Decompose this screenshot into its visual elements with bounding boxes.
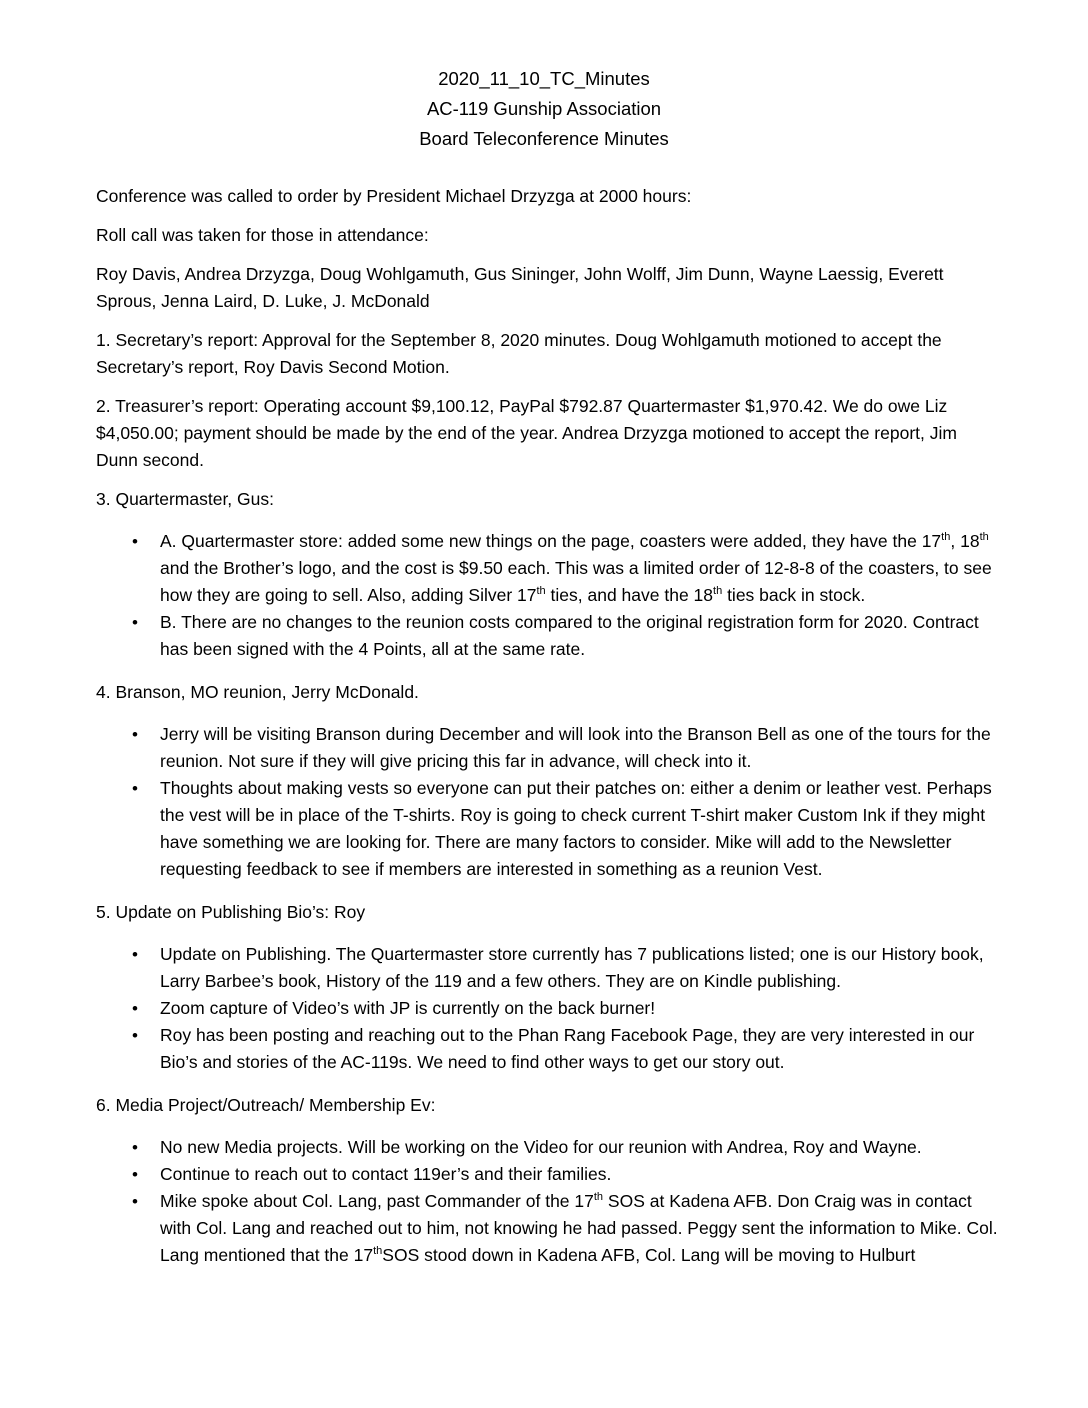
document-title: 2020_11_10_TC_Minutes: [438, 68, 650, 89]
branson-list: [96, 721, 1001, 883]
section-heading-publishing: 5. Update on Publishing Bio’s: Roy: [96, 902, 366, 922]
list-item: • Roy has been posting and reaching out to the Phan Rang Facebook Page, they are very interested in our Bio’s and stories of the AC-119s. We need to find other ways to get our story out.: [96, 1022, 1001, 1076]
section-heading-media: 6. Media Project/Outreach/ Membership Ev:: [96, 1095, 436, 1115]
list-item: • Update on Publishing. The Quartermaster store currently has 7 publications listed; one is our History book, Larry Barbee’s book, History of the 119 and a few others. They are on Kindle publishing.: [96, 941, 1001, 995]
list-item: • No new Media projects. Will be working on the Video for our reunion with Andrea, Roy and Wayne.: [96, 1134, 1001, 1161]
quartermaster-list: [96, 528, 1001, 663]
minutes-body: [96, 183, 1001, 1285]
list-item: • Thoughts about making vests so everyone can put their patches on: either a denim or leather vest. Perhaps the vest will be in place of the T-shirts. Roy is going to check current T-shirt maker Custom Ink if they might have something we are looking for. There are many factors to consider. Mike will add to the Newsletter requesting feedback to see if members are interested in something as a reunion Vest.: [96, 775, 1001, 883]
section-heading-quartermaster: 3. Quartermaster, Gus:: [96, 489, 274, 509]
bullet-icon: •: [132, 1138, 138, 1157]
bullet-icon: •: [132, 1165, 138, 1184]
treasurer-report: 2. Treasurer’s report: Operating account $9,100.12, PayPal $792.87 Quartermaster $1,970.42. We do owe Liz $4,050.00; payment should be made by the end of the year. Andrea Drzyzga motioned to accept the report, Jim Dunn second.: [96, 396, 957, 470]
roll-call: Roll call was taken for those in attendance:: [96, 225, 429, 245]
attendee-list: Roy Davis, Andrea Drzyzga, Doug Wohlgamuth, Gus Sininger, John Wolff, Jim Dunn, Wayne Laessig, Everett Sprous, Jenna Laird, D. Luke, J. McDonald: [96, 264, 944, 311]
list-item: • A. Quartermaster store: added some new things on the page, coasters were added, they have the 17th, 18th and the Brother’s logo, and the cost is $9.50 each. This was a limited order of 12-8-8 of the coasters, to see how they are going to sell. Also, adding Silver 17th ties, and have the 18th ties back in stock.: [96, 528, 1001, 609]
bullet-icon: •: [132, 532, 138, 551]
bullet-icon: •: [132, 999, 138, 1018]
list-item: • Mike spoke about Col. Lang, past Commander of the 17th SOS at Kadena AFB. Don Craig was in contact with Col. Lang and reached out to him, not knowing he had passed. Peggy sent the information to Mike. Col. Lang mentioned that the 17thSOS stood down in Kadena AFB, Col. Lang will be moving to Hulburt: [96, 1188, 1001, 1269]
organization-name: AC-119 Gunship Association: [426, 98, 662, 119]
bullet-icon: •: [132, 613, 138, 632]
publishing-list: [96, 941, 1001, 1076]
bullet-icon: •: [132, 1192, 138, 1211]
list-item: • Jerry will be visiting Branson during December and will look into the Branson Bell as one of the tours for the reunion. Not sure if they will give pricing this far in advance, will check into it.: [96, 721, 1001, 775]
section-heading-branson: 4. Branson, MO reunion, Jerry McDonald.: [96, 682, 419, 702]
document-subtitle: Board Teleconference Minutes: [419, 128, 669, 149]
bullet-icon: •: [132, 1026, 138, 1045]
bullet-icon: •: [132, 725, 138, 744]
secretary-report: 1. Secretary’s report: Approval for the September 8, 2020 minutes. Doug Wohlgamuth motioned to accept the Secretary’s report, Roy Davis Second Motion.: [96, 330, 942, 377]
media-list: [96, 1134, 1001, 1269]
document-header: [0, 64, 1088, 154]
bullet-icon: •: [132, 945, 138, 964]
bullet-icon: •: [132, 779, 138, 798]
list-item: • Continue to reach out to contact 119er’s and their families.: [96, 1161, 1001, 1188]
list-item: • Zoom capture of Video’s with JP is currently on the back burner!: [96, 995, 1001, 1022]
list-item: • B. There are no changes to the reunion costs compared to the original registration form for 2020. Contract has been signed with the 4 Points, all at the same rate.: [96, 609, 1001, 663]
call-to-order: Conference was called to order by President Michael Drzyzga at 2000 hours:: [96, 186, 692, 206]
